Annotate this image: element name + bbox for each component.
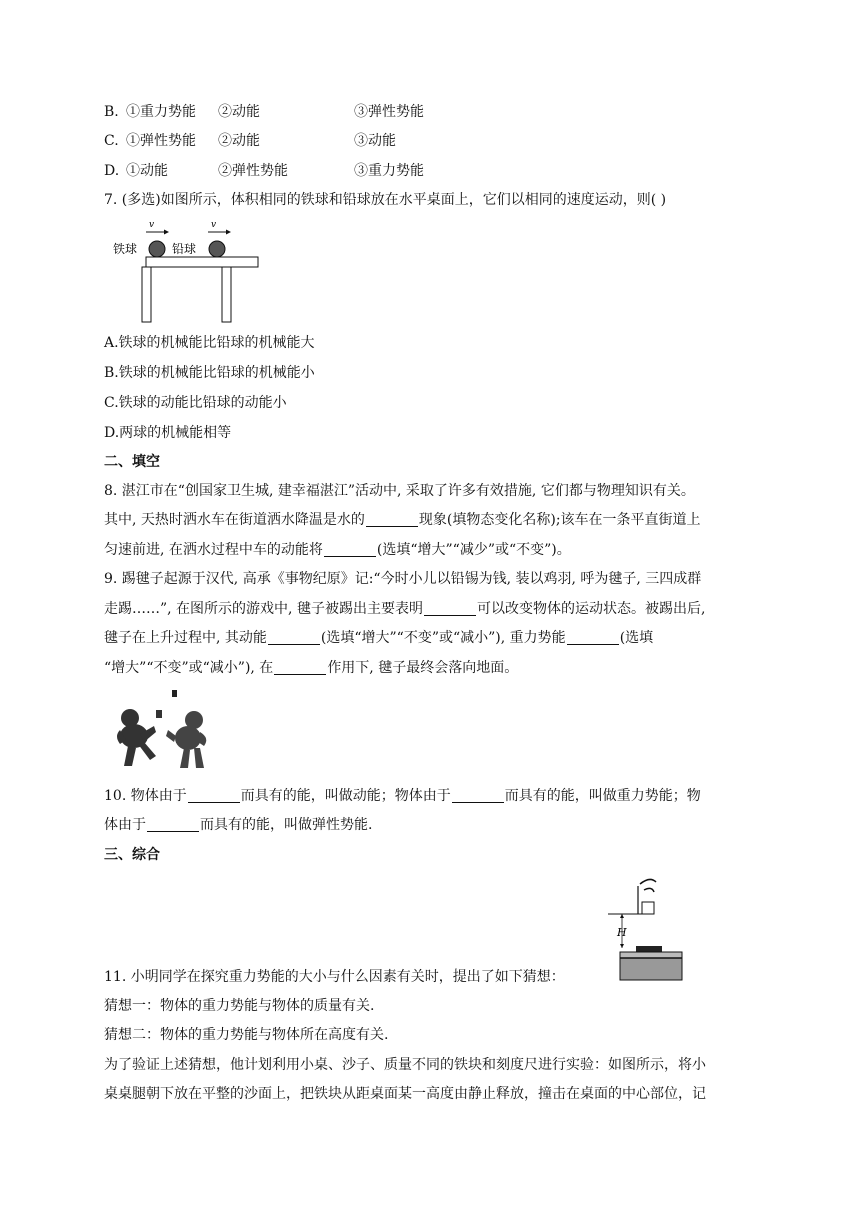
lead-ball-icon xyxy=(209,241,225,257)
q9-line-2: 走踢……”, 在图所示的游戏中, 毽子被踢出主要表明 可以改变物体的运动状态。被踢出后, xyxy=(104,601,706,617)
answer-blank xyxy=(274,660,326,675)
q11-guess-1: 猜想一：物体的重力势能与物体的质量有关. xyxy=(104,998,375,1014)
table-leg xyxy=(222,267,231,322)
q9-line-4: “增大”“不变”或“减小”), 在 作用下, 毽子最终会落向地面。 xyxy=(104,660,519,676)
clamp-icon xyxy=(640,879,656,892)
player-right-icon xyxy=(166,711,206,768)
answer-blank xyxy=(452,788,504,803)
answer-blank xyxy=(567,630,619,645)
lead-ball-label: 铅球 xyxy=(172,242,197,256)
q11-para-line-1: 为了验证上述猜想，他计划利用小桌、沙子、质量不同的铁块和刻度尺进行实验：如图所示，将小 xyxy=(104,1057,706,1073)
answer-blank xyxy=(147,817,199,832)
q8-line-1: 8. 湛江市在“创国家卫生城, 建幸福湛江”活动中, 采取了许多有效措施, 它们都与物理知识有关。 xyxy=(104,483,695,499)
option-item-2: ②弹性势能 xyxy=(218,163,288,179)
answer-blank xyxy=(424,601,476,616)
option-item-1: ①弹性势能 xyxy=(126,133,196,149)
option-item-2: ②动能 xyxy=(218,104,260,120)
section-heading: 三、综合 xyxy=(104,847,160,863)
option-item-3: ③动能 xyxy=(354,133,396,149)
q8-line-2: 其中, 天热时洒水车在街道洒水降温是水的 现象(填物态变化名称);该车在一条平直街道上 xyxy=(104,512,701,528)
option-item-3: ③弹性势能 xyxy=(354,104,424,120)
q9-line-3: 毽子在上升过程中, 其动能 (选填“增大”“不变”或“减小”), 重力势能 (选填 xyxy=(104,630,654,646)
option-letter: C. xyxy=(104,133,119,149)
option-letter: D. xyxy=(104,163,120,179)
table-top xyxy=(146,257,258,267)
q7-option-d: D.两球的机械能相等 xyxy=(104,425,232,441)
table-leg xyxy=(142,267,151,322)
q7-table-figure xyxy=(110,215,260,325)
answer-blank xyxy=(324,542,376,557)
q7-option-c: C.铁球的动能比铅球的动能小 xyxy=(104,395,287,411)
velocity-arrow-icon xyxy=(146,230,169,235)
velocity-label-2: v xyxy=(211,220,217,230)
q11-guess-2: 猜想二：物体的重力势能与物体所在高度有关. xyxy=(104,1027,389,1043)
player-left-icon xyxy=(117,709,156,766)
q7-option-a: A.铁球的机械能比铅球的机械能大 xyxy=(104,335,315,351)
q8-line-3: 匀速前进, 在洒水过程中车的动能将 (选填“增大”“减少”或“不变”)。 xyxy=(104,542,571,558)
option-item-1: ①重力势能 xyxy=(126,104,196,120)
answer-blank xyxy=(188,788,240,803)
q9-line-1: 9. 踢毽子起源于汉代, 高承《事物纪原》记:“今时小儿以铅锡为钱, 装以鸡羽, 呼为毽子, 三四成群 xyxy=(104,571,702,587)
q7-option-b: B.铁球的机械能比铅球的机械能小 xyxy=(104,365,315,381)
velocity-arrow-icon xyxy=(208,230,231,235)
q11-para-line-2: 桌桌腿朝下放在平整的沙面上，把铁块从距桌面某一高度由静止释放，撞击在桌面的中心部位，记 xyxy=(104,1086,706,1102)
q11-line-1: 11. 小明同学在探究重力势能的大小与什么因素有关时，提出了如下猜想： xyxy=(104,969,565,985)
iron-ball-icon xyxy=(149,241,165,257)
q10-line-1: 10. 物体由于 而具有的能，叫做动能；物体由于 而具有的能，叫做重力势能；物 xyxy=(104,788,701,804)
height-label: H xyxy=(617,926,627,939)
q11-experiment-figure xyxy=(604,874,690,984)
option-letter: B. xyxy=(104,104,119,120)
answer-blank xyxy=(268,630,320,645)
option-item-2: ②动能 xyxy=(218,133,260,149)
q7-stem: 7. (多选)如图所示，体积相同的铁球和铅球放在水平桌面上，它们以相同的速度运动，则( ) xyxy=(104,192,667,208)
answer-blank xyxy=(366,512,418,527)
iron-block-icon xyxy=(642,902,654,914)
q10-line-2: 体由于 而具有的能，叫做弹性势能. xyxy=(104,817,373,833)
iron-ball-label: 铁球 xyxy=(113,242,138,256)
velocity-label-1: v xyxy=(149,220,155,230)
shuttlecock-icon xyxy=(156,710,162,718)
option-item-3: ③重力势能 xyxy=(354,163,424,179)
shuttlecock-icon xyxy=(172,690,177,697)
option-item-1: ①动能 xyxy=(126,163,168,179)
section-heading: 二、填空 xyxy=(104,454,160,470)
shuttlecock-players-figure xyxy=(112,686,222,772)
